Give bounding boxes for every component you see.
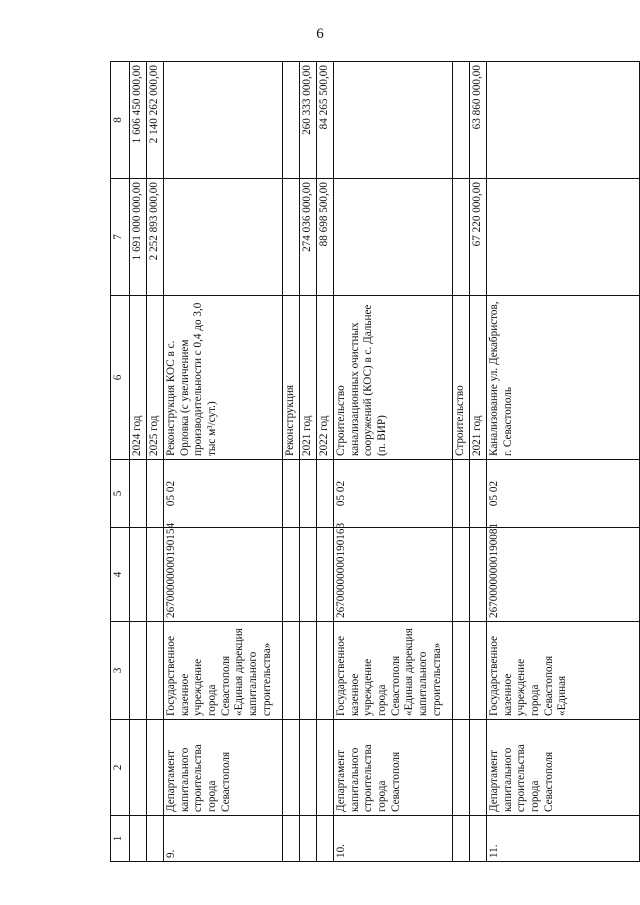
table-row <box>487 62 640 862</box>
object-description: Реконструкция <box>283 296 300 460</box>
object-description: 2022 год <box>317 296 334 460</box>
table-row <box>470 62 487 862</box>
department-name <box>470 720 487 816</box>
amount-col8 <box>487 62 640 179</box>
institution-name <box>283 622 300 720</box>
amount-col7: 1 691 000 000,00 <box>130 179 147 296</box>
investment-table <box>110 61 640 862</box>
budget-code: 26700000000190154 <box>164 528 283 622</box>
department-name: Департамент капитального строительства города Севастополя <box>334 720 453 816</box>
department-name <box>283 720 300 816</box>
section-code: 05 02 <box>164 460 283 528</box>
amount-col8: 2 140 262 000,00 <box>147 62 164 179</box>
row-number: 11. <box>487 816 640 862</box>
amount-col7 <box>453 179 470 296</box>
budget-code <box>317 528 334 622</box>
object-description: Строительство <box>453 296 470 460</box>
amount-col8: 1 606 450 000,00 <box>130 62 147 179</box>
header-cell: 7 <box>111 179 130 296</box>
institution-name <box>317 622 334 720</box>
amount-col7 <box>487 179 640 296</box>
amount-col8: 84 265 500,00 <box>317 62 334 179</box>
budget-code <box>453 528 470 622</box>
institution-name <box>470 622 487 720</box>
amount-col8 <box>453 62 470 179</box>
header-cell: 6 <box>111 296 130 460</box>
table-row <box>164 62 283 862</box>
object-description: Реконструкция КОС в с. Орловка (с увеличением производительности с 0,4 до 3,0 тыс м³/сут.) <box>164 296 283 460</box>
budget-code: 26700000000190163 <box>334 528 453 622</box>
amount-col8 <box>334 62 453 179</box>
header-cell: 2 <box>111 720 130 816</box>
table-row <box>283 62 300 862</box>
section-code <box>300 460 317 528</box>
section-code <box>317 460 334 528</box>
row-number: 10. <box>334 816 453 862</box>
row-number <box>283 816 300 862</box>
department-name: Департамент капитального строительства города Севастополя <box>487 720 640 816</box>
table-viewport <box>110 62 569 862</box>
object-description: 2025 год <box>147 296 164 460</box>
amount-col7: 274 036 000,00 <box>300 179 317 296</box>
department-name: Департамент капитального строительства города Севастополя <box>164 720 283 816</box>
row-number <box>453 816 470 862</box>
rotated-table-container <box>110 62 569 862</box>
row-number <box>300 816 317 862</box>
institution-name: Государственное казенное учреждение города Севастополя «Единая <box>487 622 640 720</box>
table-row <box>147 62 164 862</box>
department-name <box>147 720 164 816</box>
budget-code <box>470 528 487 622</box>
budget-code: 26700000000190081 <box>487 528 640 622</box>
header-cell: 4 <box>111 528 130 622</box>
amount-col7 <box>283 179 300 296</box>
institution-name <box>147 622 164 720</box>
department-name <box>317 720 334 816</box>
institution-name: Государственное казенное учреждение города Севастополя «Единая дирекция капитального строительства» <box>164 622 283 720</box>
institution-name <box>130 622 147 720</box>
page-number: 6 <box>316 26 324 42</box>
header-row <box>111 62 130 862</box>
budget-code <box>147 528 164 622</box>
object-description: 2021 год <box>300 296 317 460</box>
header-cell: 8 <box>111 62 130 179</box>
section-code <box>470 460 487 528</box>
amount-col8 <box>283 62 300 179</box>
amount-col7: 88 698 500,00 <box>317 179 334 296</box>
object-description: 2024 год <box>130 296 147 460</box>
amount-col8: 63 860 000,00 <box>470 62 487 179</box>
row-number <box>470 816 487 862</box>
department-name <box>300 720 317 816</box>
section-code <box>283 460 300 528</box>
header-cell: 5 <box>111 460 130 528</box>
budget-code <box>300 528 317 622</box>
section-code: 05 02 <box>334 460 453 528</box>
budget-code <box>130 528 147 622</box>
institution-name: Государственное казенное учреждение города Севастополя «Единая дирекция капитального строительства» <box>334 622 453 720</box>
object-description: 2021 год <box>470 296 487 460</box>
table-row <box>453 62 470 862</box>
section-code <box>453 460 470 528</box>
amount-col7: 2 252 893 000,00 <box>147 179 164 296</box>
row-number: 9. <box>164 816 283 862</box>
budget-code <box>283 528 300 622</box>
object-description: Канализование ул. Декабристов, г. Севастополь <box>487 296 640 460</box>
section-code: 05 02 <box>487 460 640 528</box>
amount-col8 <box>164 62 283 179</box>
table-row <box>130 62 147 862</box>
object-description: Строительство канализационных очистных сооружений (КОС) в с. Дальнее (п. ВИР) <box>334 296 453 460</box>
department-name <box>453 720 470 816</box>
header-cell: 3 <box>111 622 130 720</box>
department-name <box>130 720 147 816</box>
row-number <box>147 816 164 862</box>
row-number <box>317 816 334 862</box>
amount-col8: 260 333 000,00 <box>300 62 317 179</box>
amount-col7 <box>334 179 453 296</box>
section-code <box>130 460 147 528</box>
table-row <box>300 62 317 862</box>
section-code <box>147 460 164 528</box>
table-row <box>317 62 334 862</box>
institution-name <box>453 622 470 720</box>
amount-col7 <box>164 179 283 296</box>
institution-name <box>300 622 317 720</box>
header-cell: 1 <box>111 816 130 862</box>
table-row <box>334 62 453 862</box>
amount-col7: 67 220 000,00 <box>470 179 487 296</box>
row-number <box>130 816 147 862</box>
